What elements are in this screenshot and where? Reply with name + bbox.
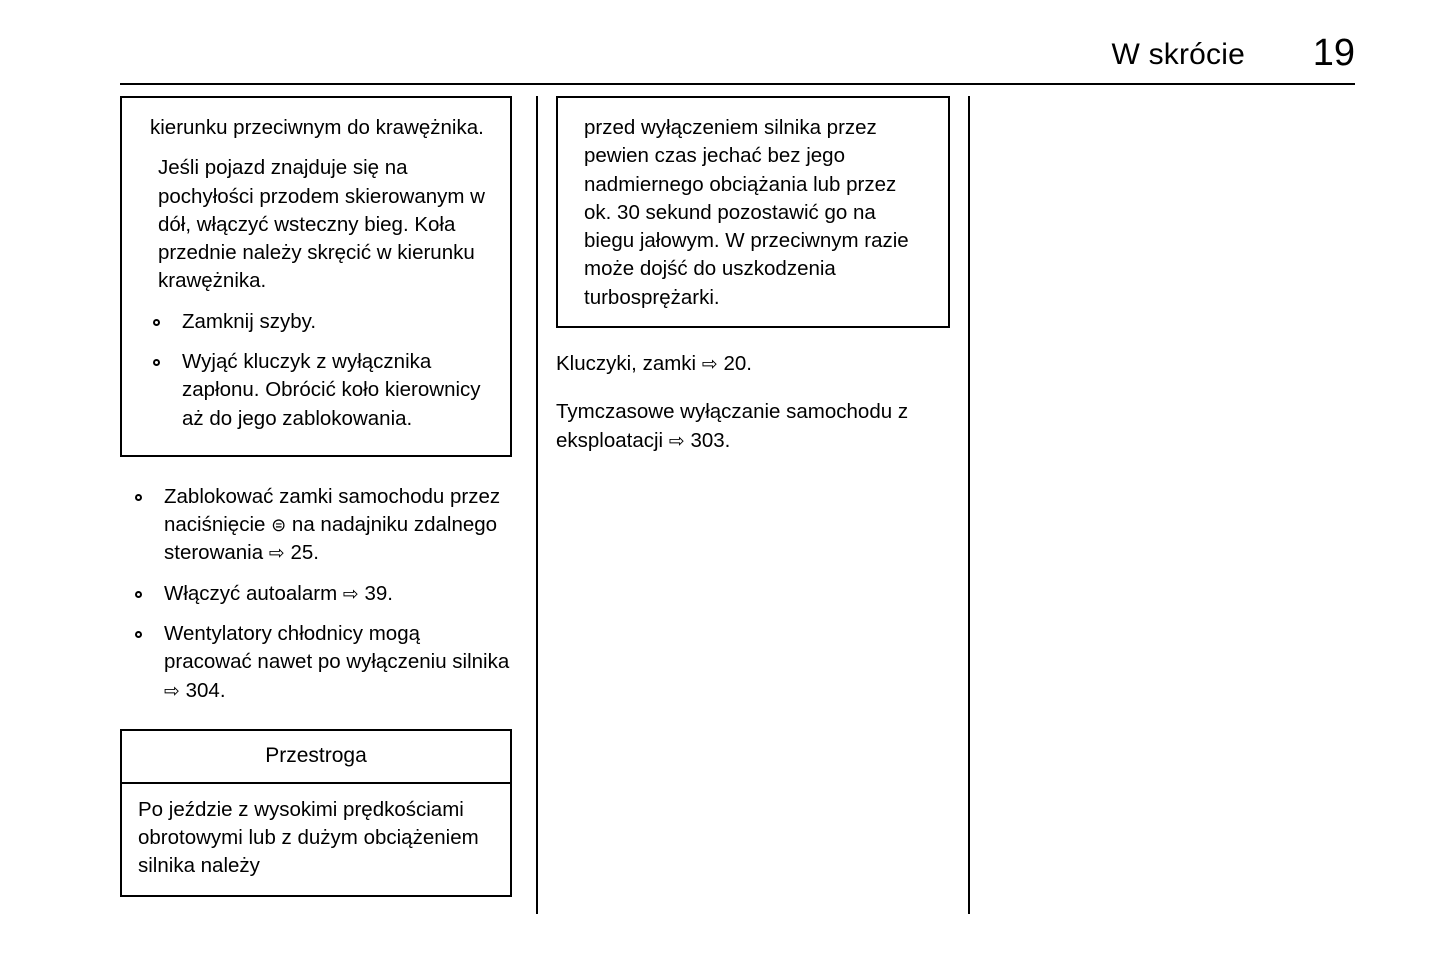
caution-title: Przestroga — [122, 731, 510, 784]
column-divider-1 — [536, 96, 538, 914]
reference-line-1 — [556, 350, 950, 378]
reference-page: 303. — [690, 428, 731, 452]
left-bullet-list — [120, 483, 512, 705]
list-item-text: Wyjąć kluczyk z wyłącznika zapłonu. Obrócić koło kierownicy aż do jego zablokowania. — [182, 349, 481, 430]
reference-text: Kluczyki, zamki — [556, 351, 702, 375]
list-item-text-before: Włączyć autoalarm — [164, 581, 343, 605]
cross-reference-icon: ⇨ — [342, 582, 359, 605]
page-title: W skrócie — [1111, 38, 1245, 71]
list-item — [138, 348, 492, 433]
list-item-text-before: Zablokować zamki samochodu przez naciśnięcie — [164, 484, 501, 537]
list-item-text: Zamknij szyby. — [182, 309, 317, 333]
right-column — [556, 96, 950, 465]
list-item — [138, 308, 492, 336]
list-item-ref-page: 39. — [364, 581, 393, 605]
reference-text: Tymczasowe wyłączanie samochodu z eksploatacji — [556, 400, 909, 452]
spacer — [556, 388, 950, 398]
right-continuation-box — [556, 96, 950, 328]
left-continuation-box — [120, 96, 512, 457]
list-item-ref-page: 304. — [185, 678, 226, 702]
cross-reference-icon: ⇨ — [668, 429, 685, 452]
list-item-ref-page: 25. — [290, 541, 319, 565]
right-box-paragraph: przed wyłączeniem silnika przez pewien czas jechać bez jego nadmiernego obciążania lub przez ok. 30 sekund pozostawić go na biegu jałowym. W przeciwnym razie może dojść do uszkodzenia turbosprężarki. — [584, 116, 909, 309]
caution-body: Po jeździe z wysokimi prędkościami obrotowymi lub z dużym obciążeniem silnika należy — [138, 797, 479, 878]
reference-line-2 — [556, 398, 950, 455]
cross-reference-icon: ⇨ — [701, 352, 718, 375]
list-item — [120, 580, 512, 608]
left-box-bullet-list — [138, 308, 492, 433]
cross-reference-icon: ⇨ — [164, 679, 180, 702]
list-item — [120, 483, 512, 568]
page-header — [120, 32, 1355, 86]
reference-page: 20. — [723, 351, 752, 375]
list-item — [120, 620, 512, 705]
page-number: 19 — [1312, 32, 1355, 74]
list-item-text-before: Wentylatory chłodnicy mogą pracować nawet po wyłączeniu silnika — [164, 621, 510, 674]
caution-box — [120, 729, 512, 897]
cross-reference-icon: ⇨ — [268, 542, 285, 565]
left-column — [120, 96, 512, 897]
list-item-text-after: na nadajniku zdalnego sterowania — [164, 513, 498, 565]
left-box-paragraph-2: Jeśli pojazd znajduje się na pochyłości przodem skierowanym w dół, włączyć wsteczny bieg. Koła przednie należy skręcić w kierunku krawężnika. — [158, 156, 485, 293]
column-divider-2 — [968, 96, 970, 914]
header-divider — [120, 83, 1355, 85]
remote-lock-icon: ⊜ — [271, 515, 287, 537]
spacer — [556, 328, 950, 350]
left-box-paragraph-1: kierunku przeciwnym do krawężnika. — [150, 116, 484, 139]
